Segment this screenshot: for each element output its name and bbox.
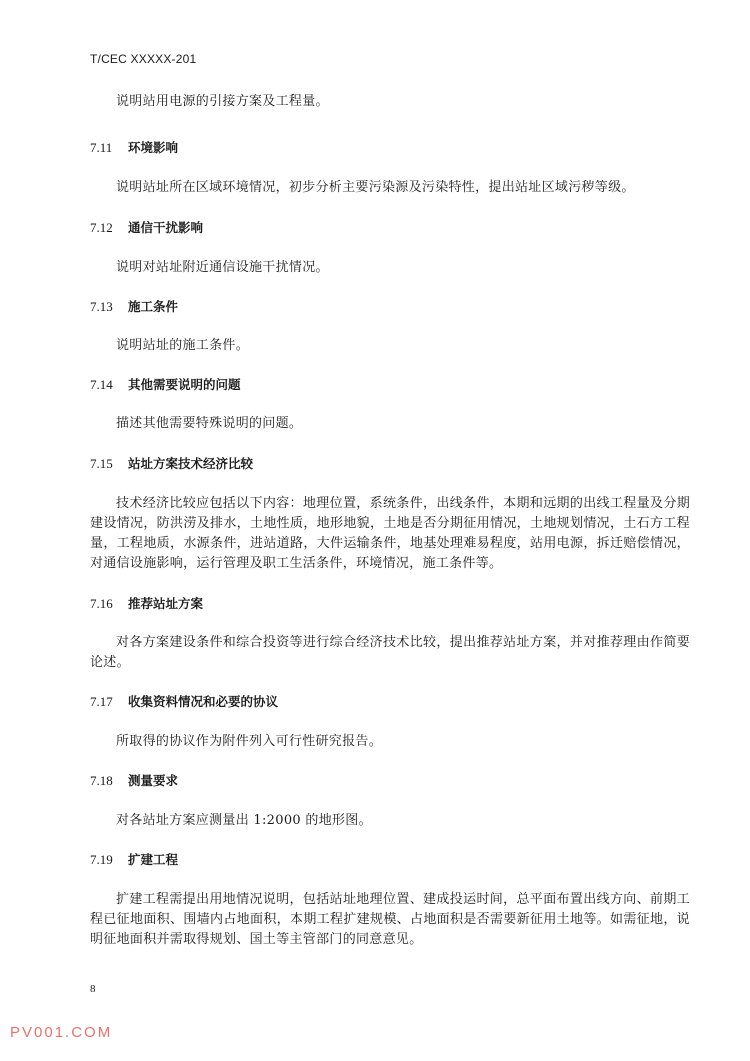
section-title: 收集资料情况和必要的协议 xyxy=(128,694,279,709)
section-title: 测量要求 xyxy=(128,773,179,788)
section-number: 7.19 xyxy=(90,852,113,867)
section-number: 7.18 xyxy=(90,773,113,788)
section-paragraph: 说明站址所在区域环境情况，初步分析主要污染源及污染特性，提出站址区域污秽等级。 xyxy=(116,180,635,195)
page-number: 8 xyxy=(90,983,96,995)
section-7-19 xyxy=(90,850,690,950)
section-7-15 xyxy=(90,454,690,574)
section-title: 通信干扰影响 xyxy=(128,220,204,235)
section-title: 推荐站址方案 xyxy=(128,596,204,611)
section-paragraph: 所取得的协议作为附件列入可行性研究报告。 xyxy=(116,734,383,749)
section-7-11 xyxy=(90,138,690,198)
section-heading xyxy=(90,594,690,614)
document-code: T/CEC XXXXX-201 xyxy=(90,52,197,66)
section-paragraph: 说明站址的施工条件。 xyxy=(116,338,250,353)
section-number: 7.13 xyxy=(90,299,113,314)
section-number: 7.12 xyxy=(90,220,113,235)
section-number: 7.15 xyxy=(90,456,113,471)
section-title: 施工条件 xyxy=(128,299,179,314)
section-number: 7.11 xyxy=(90,140,113,155)
section-heading xyxy=(90,692,690,712)
section-title: 其他需要说明的问题 xyxy=(128,377,241,392)
section-heading xyxy=(90,771,690,791)
intro-paragraph: 说明站用电源的引接方案及工程量。 xyxy=(116,94,329,109)
section-7-17 xyxy=(90,692,690,752)
section-7-16 xyxy=(90,594,690,673)
document-body xyxy=(90,92,690,950)
section-paragraph: 对各站址方案应测量出 1:2000 的地形图。 xyxy=(116,813,372,828)
section-number: 7.14 xyxy=(90,377,113,392)
section-heading xyxy=(90,454,690,474)
section-paragraph: 技术经济比较应包括以下内容：地理位置，系统条件，出线条件，本期和远期的出线工程量及分期建设情况，防洪涝及排水，土地性质，地形地貌，土地是否分期征用情况，土地规划情况，土石方工程量，工程地质，水源条件，进站道路，大件运输条件，地基处理难易程度，站用电源，拆迁赔偿情况，对通信设施影响，运行管理及职工生活条件，环境情况，施工条件等。 xyxy=(90,496,690,571)
section-7-13 xyxy=(90,297,690,356)
section-number: 7.17 xyxy=(90,694,113,709)
section-7-12 xyxy=(90,218,690,278)
section-heading xyxy=(90,297,690,317)
watermark-logo: PV001.COM xyxy=(10,1024,113,1041)
section-7-18 xyxy=(90,771,690,831)
section-number: 7.16 xyxy=(90,596,113,611)
section-paragraph: 对各方案建设条件和综合投资等进行综合经济技术比较，提出推荐站址方案，并对推荐理由作简要论述。 xyxy=(90,635,690,670)
section-title: 扩建工程 xyxy=(128,852,179,867)
section-title: 环境影响 xyxy=(128,140,179,155)
section-heading xyxy=(90,850,690,870)
section-heading xyxy=(90,218,690,238)
section-title: 站址方案技术经济比较 xyxy=(128,456,254,471)
section-heading xyxy=(90,138,690,158)
section-heading xyxy=(90,375,690,395)
section-7-14 xyxy=(90,375,690,434)
section-paragraph: 扩建工程需提出用地情况说明，包括站址地理位置、建成投运时间，总平面布置出线方向、前期工程已征地面积、围墙内占地面积，本期工程扩建规模、占地面积是否需要新征用土地等。如需征地，说明征地面积并需取得规划、国土等主管部门的同意意见。 xyxy=(90,892,690,947)
section-paragraph: 描述其他需要特殊说明的问题。 xyxy=(116,416,303,431)
section-paragraph: 说明对站址附近通信设施干扰情况。 xyxy=(116,260,329,275)
